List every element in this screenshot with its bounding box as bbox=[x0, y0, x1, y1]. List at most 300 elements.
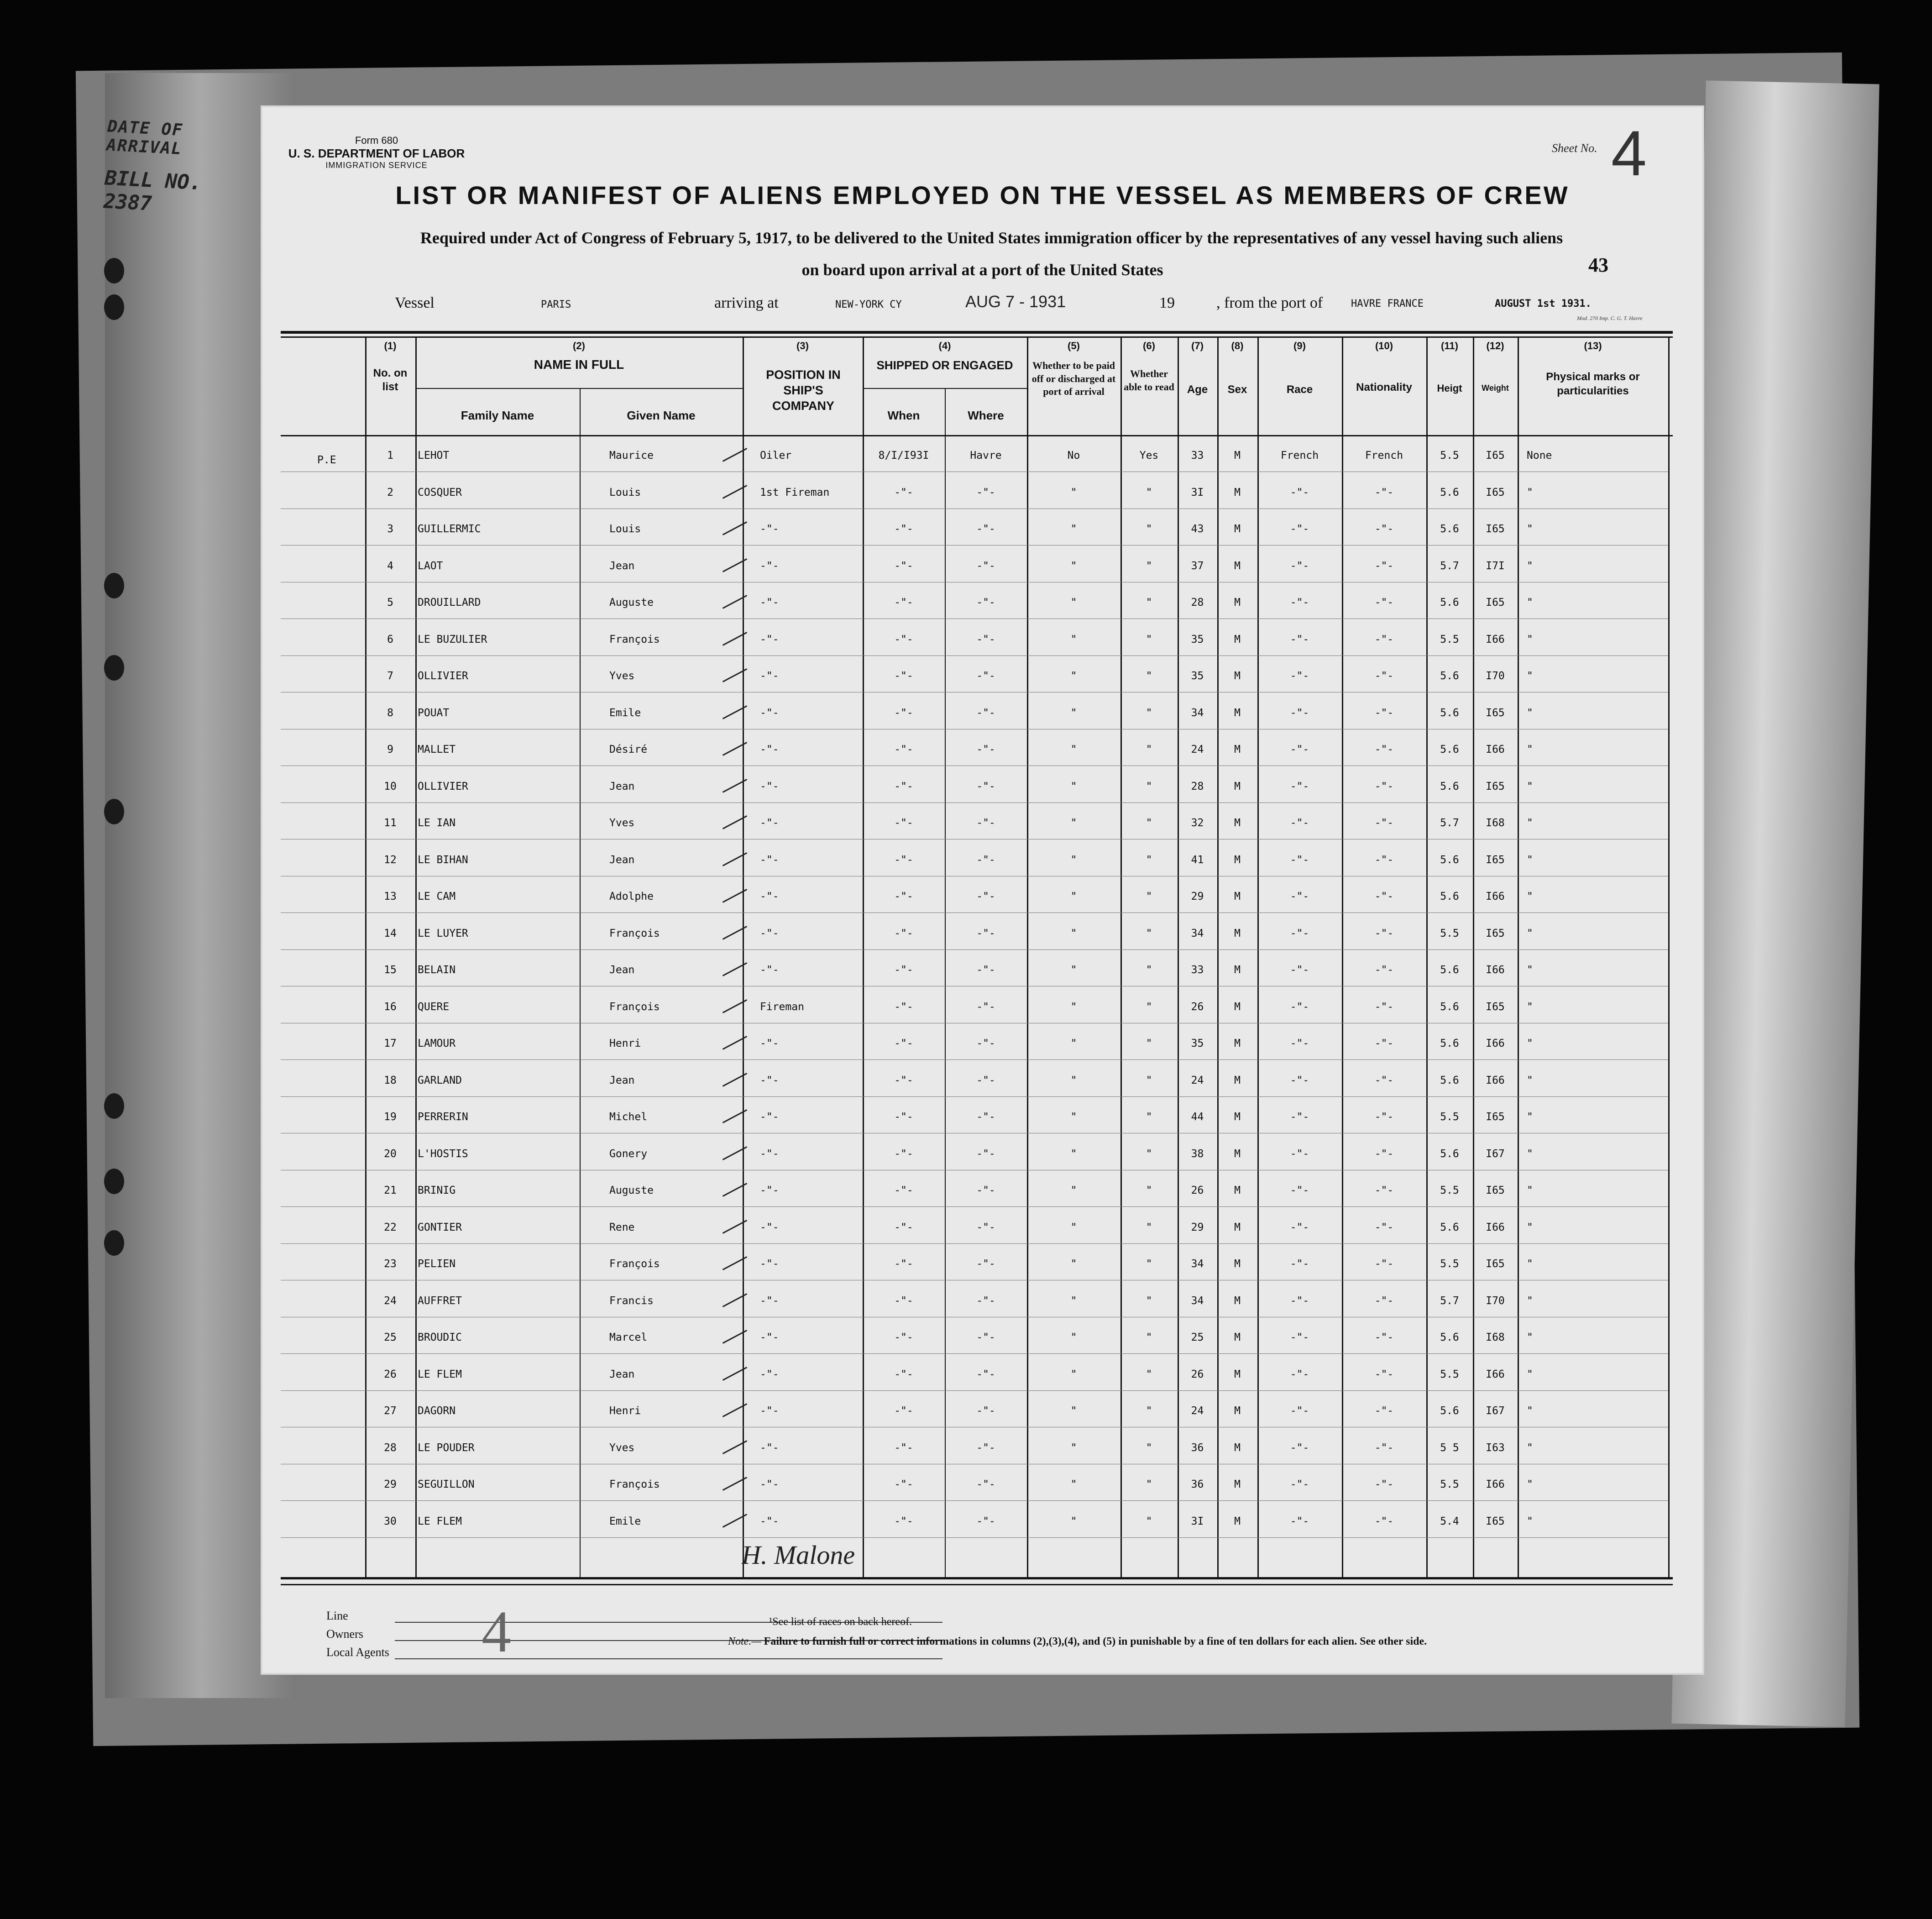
handwritten-mark: 4 bbox=[482, 1599, 511, 1665]
cell-family-name: OLLIVIER bbox=[418, 670, 468, 682]
cell-nationality: -"- bbox=[1374, 1405, 1394, 1417]
cell-height: 5.6 bbox=[1440, 964, 1459, 976]
cell-age: 38 bbox=[1191, 1148, 1204, 1160]
cell-shipped-where: -"- bbox=[976, 1295, 995, 1307]
cell-nationality: -"- bbox=[1374, 1295, 1394, 1307]
cell-sex: M bbox=[1234, 707, 1241, 719]
cell-sex: M bbox=[1234, 964, 1241, 976]
cell-height: 5.6 bbox=[1440, 1148, 1459, 1160]
cell-given-name: Jean bbox=[609, 1368, 635, 1380]
cell-physical-marks: " bbox=[1527, 927, 1533, 939]
cell-sex: M bbox=[1234, 670, 1241, 682]
cell-physical-marks: " bbox=[1527, 1405, 1533, 1417]
cell-sex: M bbox=[1234, 1479, 1241, 1490]
cell-family-name: LAOT bbox=[418, 560, 443, 572]
cell-paid-off: " bbox=[1070, 1442, 1077, 1454]
cell-sex: M bbox=[1234, 1405, 1241, 1417]
cell-physical-marks: " bbox=[1527, 1442, 1533, 1454]
cell-nationality: -"- bbox=[1374, 1515, 1394, 1527]
cell-sex: M bbox=[1234, 1038, 1241, 1049]
cell-age: 26 bbox=[1191, 1001, 1204, 1013]
printer-note: Mod. 270 Imp. C. G. T. Havre bbox=[1577, 315, 1643, 321]
cell-physical-marks: " bbox=[1527, 633, 1533, 645]
cell-position: -"- bbox=[760, 927, 779, 939]
cell-race: -"- bbox=[1290, 670, 1309, 682]
cell-given-name: Auguste bbox=[609, 1185, 654, 1196]
cell-weight: I67 bbox=[1486, 1148, 1505, 1160]
cell-position: -"- bbox=[760, 964, 779, 976]
cell-family-name: LE POUDER bbox=[418, 1442, 475, 1454]
col4b-header: Where bbox=[968, 409, 1004, 422]
form-number: Form 680 bbox=[355, 135, 398, 146]
cell-physical-marks: " bbox=[1527, 560, 1533, 572]
cell-shipped-where: -"- bbox=[976, 780, 995, 792]
cell-able-to-read: " bbox=[1146, 707, 1152, 719]
cell-nationality: -"- bbox=[1374, 1074, 1394, 1086]
cell-physical-marks: " bbox=[1527, 1295, 1533, 1307]
cell-shipped-where: -"- bbox=[976, 1148, 995, 1160]
margin-note: P.E bbox=[317, 454, 336, 466]
cell-height: 5.6 bbox=[1440, 854, 1459, 866]
cell-able-to-read: " bbox=[1146, 523, 1152, 535]
cell-paid-off: " bbox=[1070, 780, 1077, 792]
manifest-sheet bbox=[262, 107, 1702, 1673]
row-rule bbox=[281, 1096, 1668, 1097]
cell-height: 5.6 bbox=[1440, 707, 1459, 719]
cell-sex: M bbox=[1234, 597, 1241, 608]
cell-given-name: Jean bbox=[609, 560, 635, 572]
cell-given-name: François bbox=[609, 1479, 660, 1490]
service-name: IMMIGRATION SERVICE bbox=[325, 161, 428, 170]
cell-shipped-when: -"- bbox=[894, 891, 913, 902]
row-rule bbox=[281, 1353, 1668, 1354]
cell-given-name: Louis bbox=[609, 486, 641, 498]
cell-age: 24 bbox=[1191, 1405, 1204, 1417]
cell-sex: M bbox=[1234, 1295, 1241, 1307]
col1-header: No. on list bbox=[373, 367, 408, 393]
cell-given-name: Emile bbox=[609, 1515, 641, 1527]
cell-nationality: -"- bbox=[1374, 1148, 1394, 1160]
cell-row-number: 3 bbox=[387, 523, 393, 535]
cell-row-number: 2 bbox=[387, 486, 393, 498]
cell-row-number: 9 bbox=[387, 744, 393, 755]
cell-row-number: 8 bbox=[387, 707, 393, 719]
col5-header: Whether to be paid off or discharged at port of arrival bbox=[1031, 360, 1116, 398]
cell-paid-off: " bbox=[1070, 560, 1077, 572]
cell-position: -"- bbox=[760, 560, 779, 572]
cell-position: -"- bbox=[760, 1442, 779, 1454]
cell-shipped-where: -"- bbox=[976, 1258, 995, 1270]
col9-number: (9) bbox=[1293, 340, 1306, 351]
cell-position: -"- bbox=[760, 1221, 779, 1233]
cell-row-number: 20 bbox=[384, 1148, 397, 1160]
cell-shipped-where: -"- bbox=[976, 597, 995, 608]
cell-row-number: 11 bbox=[384, 817, 397, 829]
cell-age: 44 bbox=[1191, 1111, 1204, 1123]
cell-race: -"- bbox=[1290, 597, 1309, 608]
cell-age: 28 bbox=[1191, 780, 1204, 792]
cell-paid-off: " bbox=[1070, 1074, 1077, 1086]
cell-able-to-read: " bbox=[1146, 1515, 1152, 1527]
cell-physical-marks: " bbox=[1527, 817, 1533, 829]
cell-shipped-when: -"- bbox=[894, 1405, 913, 1417]
cell-shipped-when: -"- bbox=[894, 1442, 913, 1454]
cell-position: -"- bbox=[760, 523, 779, 535]
cell-race: -"- bbox=[1290, 1405, 1309, 1417]
row-rule bbox=[281, 802, 1668, 803]
row-rule bbox=[281, 949, 1668, 950]
cell-position: -"- bbox=[760, 707, 779, 719]
cell-height: 5.5 bbox=[1440, 927, 1459, 939]
cell-weight: I7I bbox=[1486, 560, 1505, 572]
year-label: 19 bbox=[1159, 294, 1175, 311]
master-signature: H. Malone bbox=[742, 1540, 855, 1570]
cell-shipped-where: -"- bbox=[976, 486, 995, 498]
col-line bbox=[1668, 338, 1670, 1577]
cell-given-name: Henri bbox=[609, 1405, 641, 1417]
cell-weight: I65 bbox=[1486, 1185, 1505, 1196]
cell-physical-marks: " bbox=[1527, 1074, 1533, 1086]
departure-port: HAVRE FRANCE bbox=[1351, 298, 1424, 309]
backing-right-sheet bbox=[1671, 80, 1879, 1727]
cell-given-name: Désiré bbox=[609, 744, 648, 755]
cell-family-name: LAMOUR bbox=[418, 1038, 456, 1049]
cell-weight: I65 bbox=[1486, 523, 1505, 535]
col4a-header: When bbox=[887, 409, 920, 422]
cell-row-number: 26 bbox=[384, 1368, 397, 1380]
table-bottom-rule-2 bbox=[281, 1584, 1673, 1585]
cell-race: -"- bbox=[1290, 817, 1309, 829]
cell-row-number: 29 bbox=[384, 1479, 397, 1490]
cell-shipped-when: -"- bbox=[894, 1368, 913, 1380]
row-rule bbox=[281, 1059, 1668, 1060]
cell-shipped-when: -"- bbox=[894, 1258, 913, 1270]
cell-sex: M bbox=[1234, 633, 1241, 645]
cell-race: -"- bbox=[1290, 927, 1309, 939]
form-header-block bbox=[281, 135, 472, 170]
col13-number: (13) bbox=[1584, 340, 1602, 351]
cell-age: 25 bbox=[1191, 1332, 1204, 1343]
cell-shipped-when: -"- bbox=[894, 1111, 913, 1123]
cell-row-number: 21 bbox=[384, 1185, 397, 1196]
cell-weight: I68 bbox=[1486, 817, 1505, 829]
cell-paid-off: " bbox=[1070, 1368, 1077, 1380]
cell-sex: M bbox=[1234, 560, 1241, 572]
cell-shipped-where: -"- bbox=[976, 670, 995, 682]
cell-weight: I66 bbox=[1486, 964, 1505, 976]
cell-able-to-read: " bbox=[1146, 1479, 1152, 1490]
cell-height: 5.5 bbox=[1440, 1368, 1459, 1380]
cell-given-name: Rene bbox=[609, 1221, 635, 1233]
cell-sex: M bbox=[1234, 1074, 1241, 1086]
line-label: Line bbox=[326, 1609, 348, 1622]
cell-able-to-read: " bbox=[1146, 1295, 1152, 1307]
cell-weight: I70 bbox=[1486, 1295, 1505, 1307]
cell-weight: I66 bbox=[1486, 1221, 1505, 1233]
cell-race: -"- bbox=[1290, 1001, 1309, 1013]
cell-position: -"- bbox=[760, 1332, 779, 1343]
cell-family-name: LE CAM bbox=[418, 891, 456, 902]
cell-shipped-where: -"- bbox=[976, 744, 995, 755]
cell-row-number: 15 bbox=[384, 964, 397, 976]
cell-race: -"- bbox=[1290, 1442, 1309, 1454]
cell-able-to-read: " bbox=[1146, 744, 1152, 755]
cell-nationality: -"- bbox=[1374, 1185, 1394, 1196]
cell-sex: M bbox=[1234, 891, 1241, 902]
cell-age: 24 bbox=[1191, 744, 1204, 755]
cell-family-name: DROUILLARD bbox=[418, 597, 481, 608]
cell-family-name: AUFFRET bbox=[418, 1295, 462, 1307]
cell-nationality: -"- bbox=[1374, 817, 1394, 829]
row-rule bbox=[281, 1206, 1668, 1207]
cell-weight: I66 bbox=[1486, 744, 1505, 755]
cell-race: -"- bbox=[1290, 1221, 1309, 1233]
cell-position: -"- bbox=[760, 1405, 779, 1417]
cell-height: 5.6 bbox=[1440, 1074, 1459, 1086]
cell-row-number: 18 bbox=[384, 1074, 397, 1086]
cell-paid-off: " bbox=[1070, 597, 1077, 608]
cell-physical-marks: " bbox=[1527, 486, 1533, 498]
cell-paid-off: " bbox=[1070, 1221, 1077, 1233]
cell-shipped-when: -"- bbox=[894, 670, 913, 682]
cell-height: 5.5 bbox=[1440, 450, 1459, 461]
cell-given-name: Henri bbox=[609, 1038, 641, 1049]
cell-nationality: -"- bbox=[1374, 707, 1394, 719]
required-under-act-line-2: on board upon arrival at a port of the United States bbox=[801, 261, 1163, 279]
cell-paid-off: " bbox=[1070, 1148, 1077, 1160]
cell-family-name: LE BIHAN bbox=[418, 854, 468, 866]
cell-weight: I67 bbox=[1486, 1405, 1505, 1417]
cell-paid-off: " bbox=[1070, 1332, 1077, 1343]
cell-race: -"- bbox=[1290, 486, 1309, 498]
cell-family-name: PERRERIN bbox=[418, 1111, 468, 1123]
cell-nationality: -"- bbox=[1374, 1368, 1394, 1380]
department-name: U. S. DEPARTMENT OF LABOR bbox=[288, 147, 465, 160]
cell-height: 5.6 bbox=[1440, 670, 1459, 682]
cell-sex: M bbox=[1234, 854, 1241, 866]
cell-sex: M bbox=[1234, 450, 1241, 461]
cell-physical-marks: " bbox=[1527, 1001, 1533, 1013]
col-line bbox=[1518, 338, 1519, 1577]
cell-position: -"- bbox=[760, 780, 779, 792]
cell-physical-marks: " bbox=[1527, 670, 1533, 682]
cell-position: -"- bbox=[760, 597, 779, 608]
cell-height: 5 5 bbox=[1440, 1442, 1459, 1454]
cell-race: -"- bbox=[1290, 1295, 1309, 1307]
cell-race: -"- bbox=[1290, 1332, 1309, 1343]
col6-number: (6) bbox=[1143, 340, 1155, 351]
cell-shipped-when: -"- bbox=[894, 1148, 913, 1160]
cell-shipped-when: -"- bbox=[894, 1221, 913, 1233]
cell-weight: I65 bbox=[1486, 1111, 1505, 1123]
col11-header: Heigt bbox=[1437, 383, 1462, 394]
cell-age: 35 bbox=[1191, 633, 1204, 645]
cell-shipped-when: -"- bbox=[894, 1038, 913, 1049]
cell-shipped-where: -"- bbox=[976, 817, 995, 829]
cell-shipped-when: -"- bbox=[894, 597, 913, 608]
cell-family-name: DAGORN bbox=[418, 1405, 456, 1417]
col3-number: (3) bbox=[796, 340, 809, 351]
cell-shipped-when: -"- bbox=[894, 486, 913, 498]
cell-shipped-where: -"- bbox=[976, 927, 995, 939]
cell-able-to-read: " bbox=[1146, 670, 1152, 682]
owners-label: Owners bbox=[326, 1627, 363, 1641]
cell-shipped-where: -"- bbox=[976, 1405, 995, 1417]
cell-able-to-read: Yes bbox=[1139, 450, 1159, 461]
cell-age: 3I bbox=[1191, 486, 1204, 498]
cell-weight: I65 bbox=[1486, 1258, 1505, 1270]
table-bottom-rule bbox=[281, 1577, 1673, 1579]
cell-row-number: 25 bbox=[384, 1332, 397, 1343]
cell-paid-off: " bbox=[1070, 670, 1077, 682]
cell-race: -"- bbox=[1290, 1368, 1309, 1380]
cell-family-name: BROUDIC bbox=[418, 1332, 462, 1343]
cell-family-name: LE IAN bbox=[418, 817, 456, 829]
cell-physical-marks: " bbox=[1527, 1368, 1533, 1380]
cell-physical-marks: " bbox=[1527, 1332, 1533, 1343]
cell-given-name: François bbox=[609, 633, 660, 645]
col5-number: (5) bbox=[1068, 340, 1080, 351]
cell-race: -"- bbox=[1290, 1479, 1309, 1490]
cell-weight: I66 bbox=[1486, 891, 1505, 902]
cell-race: -"- bbox=[1290, 964, 1309, 976]
cell-height: 5.6 bbox=[1440, 597, 1459, 608]
cell-shipped-where: -"- bbox=[976, 1185, 995, 1196]
sheet-number-label: Sheet No. bbox=[1552, 142, 1597, 155]
cell-nationality: -"- bbox=[1374, 633, 1394, 645]
cell-race: -"- bbox=[1290, 744, 1309, 755]
cell-race: -"- bbox=[1290, 780, 1309, 792]
cell-row-number: 4 bbox=[387, 560, 393, 572]
arriving-at-label: arriving at bbox=[714, 294, 779, 311]
cell-shipped-where: -"- bbox=[976, 1332, 995, 1343]
cell-given-name: Francis bbox=[609, 1295, 654, 1307]
cell-age: 36 bbox=[1191, 1442, 1204, 1454]
cell-able-to-read: " bbox=[1146, 927, 1152, 939]
note-label: Note.— bbox=[728, 1636, 761, 1647]
cell-race: French bbox=[1280, 450, 1319, 461]
cell-height: 5.7 bbox=[1440, 1295, 1459, 1307]
cell-sex: M bbox=[1234, 744, 1241, 755]
cell-weight: I65 bbox=[1486, 597, 1505, 608]
col4-header: SHIPPED OR ENGAGED bbox=[876, 358, 1013, 372]
cell-row-number: 19 bbox=[384, 1111, 397, 1123]
cell-shipped-where: -"- bbox=[976, 854, 995, 866]
col2-header: NAME IN FULL bbox=[534, 357, 624, 372]
cell-given-name: Jean bbox=[609, 964, 635, 976]
cell-age: 26 bbox=[1191, 1368, 1204, 1380]
cell-height: 5.7 bbox=[1440, 817, 1459, 829]
table-top-rule-2 bbox=[281, 336, 1673, 338]
cell-position: 1st Fireman bbox=[760, 486, 830, 498]
cell-race: -"- bbox=[1290, 1111, 1309, 1123]
cell-able-to-read: " bbox=[1146, 633, 1152, 645]
cell-sex: M bbox=[1234, 817, 1241, 829]
vessel-label: Vessel bbox=[395, 294, 435, 311]
col2a-header: Family Name bbox=[461, 409, 534, 422]
cell-able-to-read: " bbox=[1146, 1038, 1152, 1049]
cell-paid-off: " bbox=[1070, 1295, 1077, 1307]
cell-row-number: 30 bbox=[384, 1515, 397, 1527]
cell-given-name: Michel bbox=[609, 1111, 648, 1123]
cell-age: 34 bbox=[1191, 1258, 1204, 1270]
cell-nationality: -"- bbox=[1374, 486, 1394, 498]
cell-shipped-when: -"- bbox=[894, 927, 913, 939]
cell-sex: M bbox=[1234, 1368, 1241, 1380]
cell-able-to-read: " bbox=[1146, 1111, 1152, 1123]
cell-family-name: COSQUER bbox=[418, 486, 462, 498]
cell-given-name: Auguste bbox=[609, 597, 654, 608]
arrival-port: NEW-YORK CY bbox=[835, 299, 902, 310]
cell-shipped-when: -"- bbox=[894, 1074, 913, 1086]
cell-shipped-when: -"- bbox=[894, 560, 913, 572]
penalty-note bbox=[728, 1636, 1427, 1648]
arrival-stamp bbox=[102, 117, 258, 235]
binder-hole bbox=[104, 799, 124, 824]
cell-age: 43 bbox=[1191, 523, 1204, 535]
cell-shipped-when: -"- bbox=[894, 817, 913, 829]
cell-age: 34 bbox=[1191, 927, 1204, 939]
row-rule bbox=[281, 1500, 1668, 1501]
col-line bbox=[580, 388, 581, 1577]
cell-row-number: 5 bbox=[387, 597, 393, 608]
cell-able-to-read: " bbox=[1146, 597, 1152, 608]
stamped-page-number: 43 bbox=[1588, 254, 1608, 276]
cell-position: -"- bbox=[760, 891, 779, 902]
cell-paid-off: " bbox=[1070, 1001, 1077, 1013]
cell-age: 29 bbox=[1191, 891, 1204, 902]
cell-given-name: Gonery bbox=[609, 1148, 648, 1160]
cell-paid-off: " bbox=[1070, 1111, 1077, 1123]
cell-row-number: 17 bbox=[384, 1038, 397, 1049]
table-top-rule bbox=[281, 331, 1673, 334]
cell-given-name: Yves bbox=[609, 817, 635, 829]
cell-paid-off: " bbox=[1070, 1038, 1077, 1049]
col2-number: (2) bbox=[573, 340, 585, 351]
cell-race: -"- bbox=[1290, 1185, 1309, 1196]
cell-given-name: Jean bbox=[609, 1074, 635, 1086]
cell-nationality: -"- bbox=[1374, 670, 1394, 682]
cell-height: 5.6 bbox=[1440, 523, 1459, 535]
cell-paid-off: " bbox=[1070, 891, 1077, 902]
col13-header: Physical marks or particularities bbox=[1546, 371, 1640, 398]
cell-paid-off: " bbox=[1070, 1515, 1077, 1527]
cell-nationality: -"- bbox=[1374, 744, 1394, 755]
cell-given-name: François bbox=[609, 1258, 660, 1270]
col8-header: Sex bbox=[1227, 383, 1247, 396]
sheet-number-value: 4 bbox=[1611, 117, 1647, 189]
cell-given-name: Maurice bbox=[609, 450, 654, 461]
cell-position: -"- bbox=[760, 1479, 779, 1490]
col10-header: Nationality bbox=[1356, 381, 1412, 393]
cell-weight: I68 bbox=[1486, 1332, 1505, 1343]
cell-position: Oiler bbox=[760, 450, 792, 461]
cell-height: 5.6 bbox=[1440, 1221, 1459, 1233]
cell-weight: I66 bbox=[1486, 1074, 1505, 1086]
cell-physical-marks: " bbox=[1527, 1221, 1533, 1233]
cell-paid-off: " bbox=[1070, 927, 1077, 939]
col4-number: (4) bbox=[938, 340, 951, 351]
cell-row-number: 28 bbox=[384, 1442, 397, 1454]
cell-given-name: François bbox=[609, 1001, 660, 1013]
cell-position: -"- bbox=[760, 633, 779, 645]
cell-family-name: QUERE bbox=[418, 1001, 450, 1013]
cell-family-name: PELIEN bbox=[418, 1258, 456, 1270]
cell-paid-off: " bbox=[1070, 486, 1077, 498]
cell-family-name: LEHOT bbox=[418, 450, 450, 461]
cell-height: 5.6 bbox=[1440, 744, 1459, 755]
cell-position: -"- bbox=[760, 1258, 779, 1270]
